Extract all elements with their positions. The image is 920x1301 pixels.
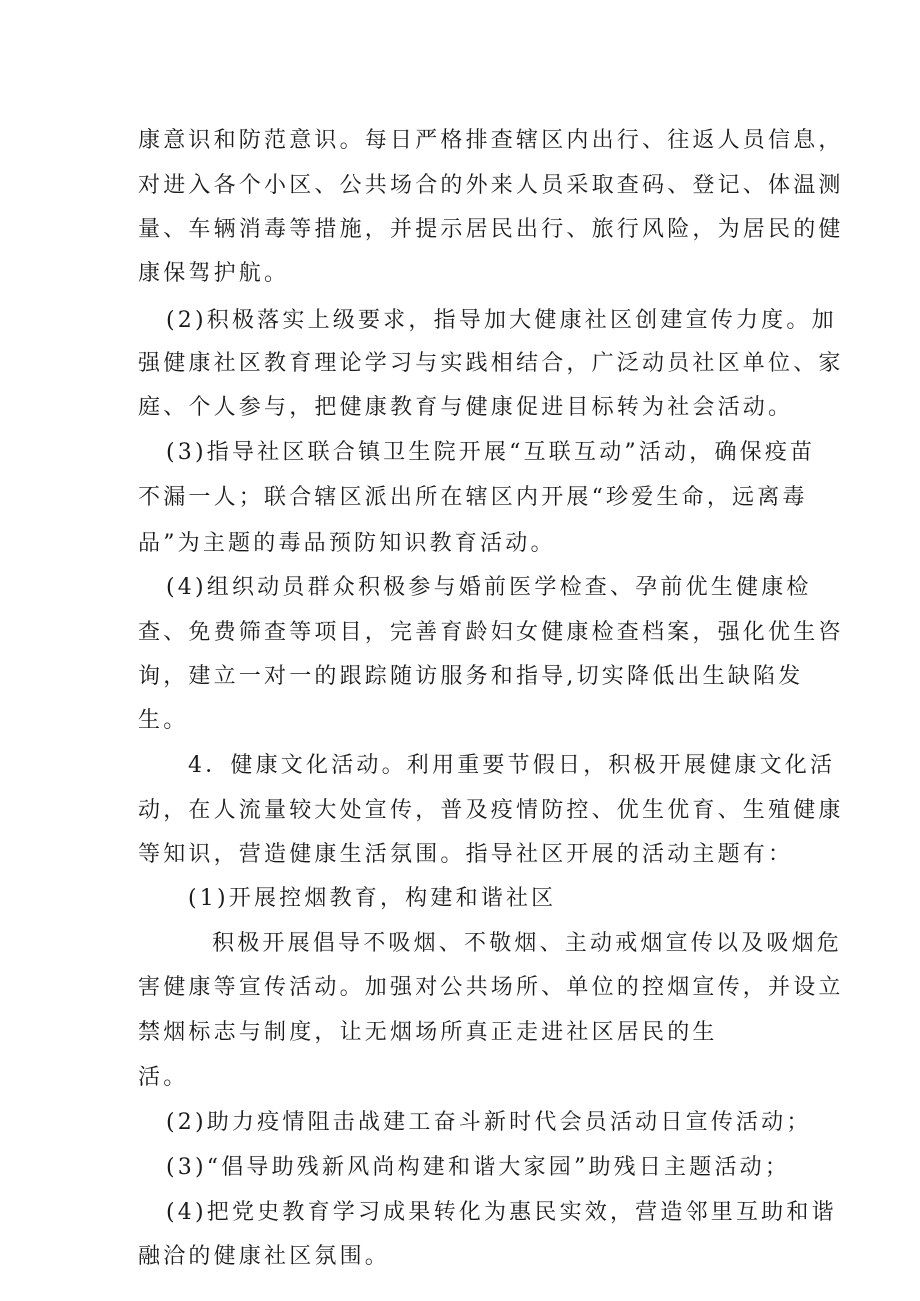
text-line: (2)助力疫情阻击战建工奋斗新时代会员活动日宣传活动； [166, 1110, 812, 1135]
text-line: 4．健康文化活动。利用重要节假日，积极开展健康文化活 [188, 753, 836, 778]
text-line: 品”为主题的毒品预防知识教育活动。 [138, 531, 556, 556]
text-line: 康保驾护航。 [138, 261, 290, 286]
text-line: 动，在人流量较大处宣传，普及疫情防控、优生优育、生殖健康 [138, 798, 844, 823]
text-line: 量、车辆消毒等措施，并提示居民出行、旅行风险，为居民的健 [138, 217, 844, 242]
text-line: 康意识和防范意识。每日严格排查辖区内出行、往返人员信息， [138, 128, 844, 153]
text-line: 积极开展倡导不吸烟、不敬烟、主动戒烟宣传以及吸烟危 [212, 931, 843, 956]
text-line: 害健康等宣传活动。加强对公共场所、单位的控烟宣传，并设立 [138, 975, 844, 1000]
text-line: 查、免费筛查等项目，完善育龄妇女健康检查档案，强化优生咨 [138, 620, 844, 645]
text-line: (3)“倡导助残新风尚构建和谐大家园”助残日主题活动； [166, 1155, 791, 1180]
text-line: (4)组织动员群众积极参与婚前医学检查、孕前优生健康检 [166, 575, 812, 600]
text-line: (4)把党史教育学习成果转化为惠民实效，营造邻里互助和谐 [166, 1200, 837, 1225]
text-line: 禁烟标志与制度，让无烟场所真正走进社区居民的生 [138, 1020, 718, 1045]
text-line: (2)积极落实上级要求，指导加大健康社区创建宣传力度。加 [166, 308, 837, 333]
text-line: 融洽的健康社区氛围。 [138, 1244, 391, 1269]
text-line: 庭、个人参与，把健康教育与健康促进目标转为社会活动。 [138, 395, 794, 420]
text-line: (3)指导社区联合镇卫生院开展“互联互动”活动，确保疫苗 [166, 440, 816, 465]
text-line: 不漏一人；联合辖区派出所在辖区内开展“珍爱生命，远离毒 [138, 485, 808, 510]
text-line: 强健康社区教育理论学习与实践相结合，广泛动员社区单位、家 [138, 351, 844, 376]
text-line: 生。 [138, 708, 189, 733]
text-line: 对进入各个小区、公共场合的外来人员采取查码、登记、体温测 [138, 173, 844, 198]
text-line: (1)开展控烟教育，构建和谐社区 [188, 886, 557, 911]
text-line: 活。 [138, 1065, 189, 1090]
text-line: 询，建立一对一的跟踪随访服务和指导,切实降低出生缺陷发 [138, 664, 804, 689]
text-line: 等知识，营造健康生活氛围。指导社区开展的活动主题有： [138, 842, 794, 867]
